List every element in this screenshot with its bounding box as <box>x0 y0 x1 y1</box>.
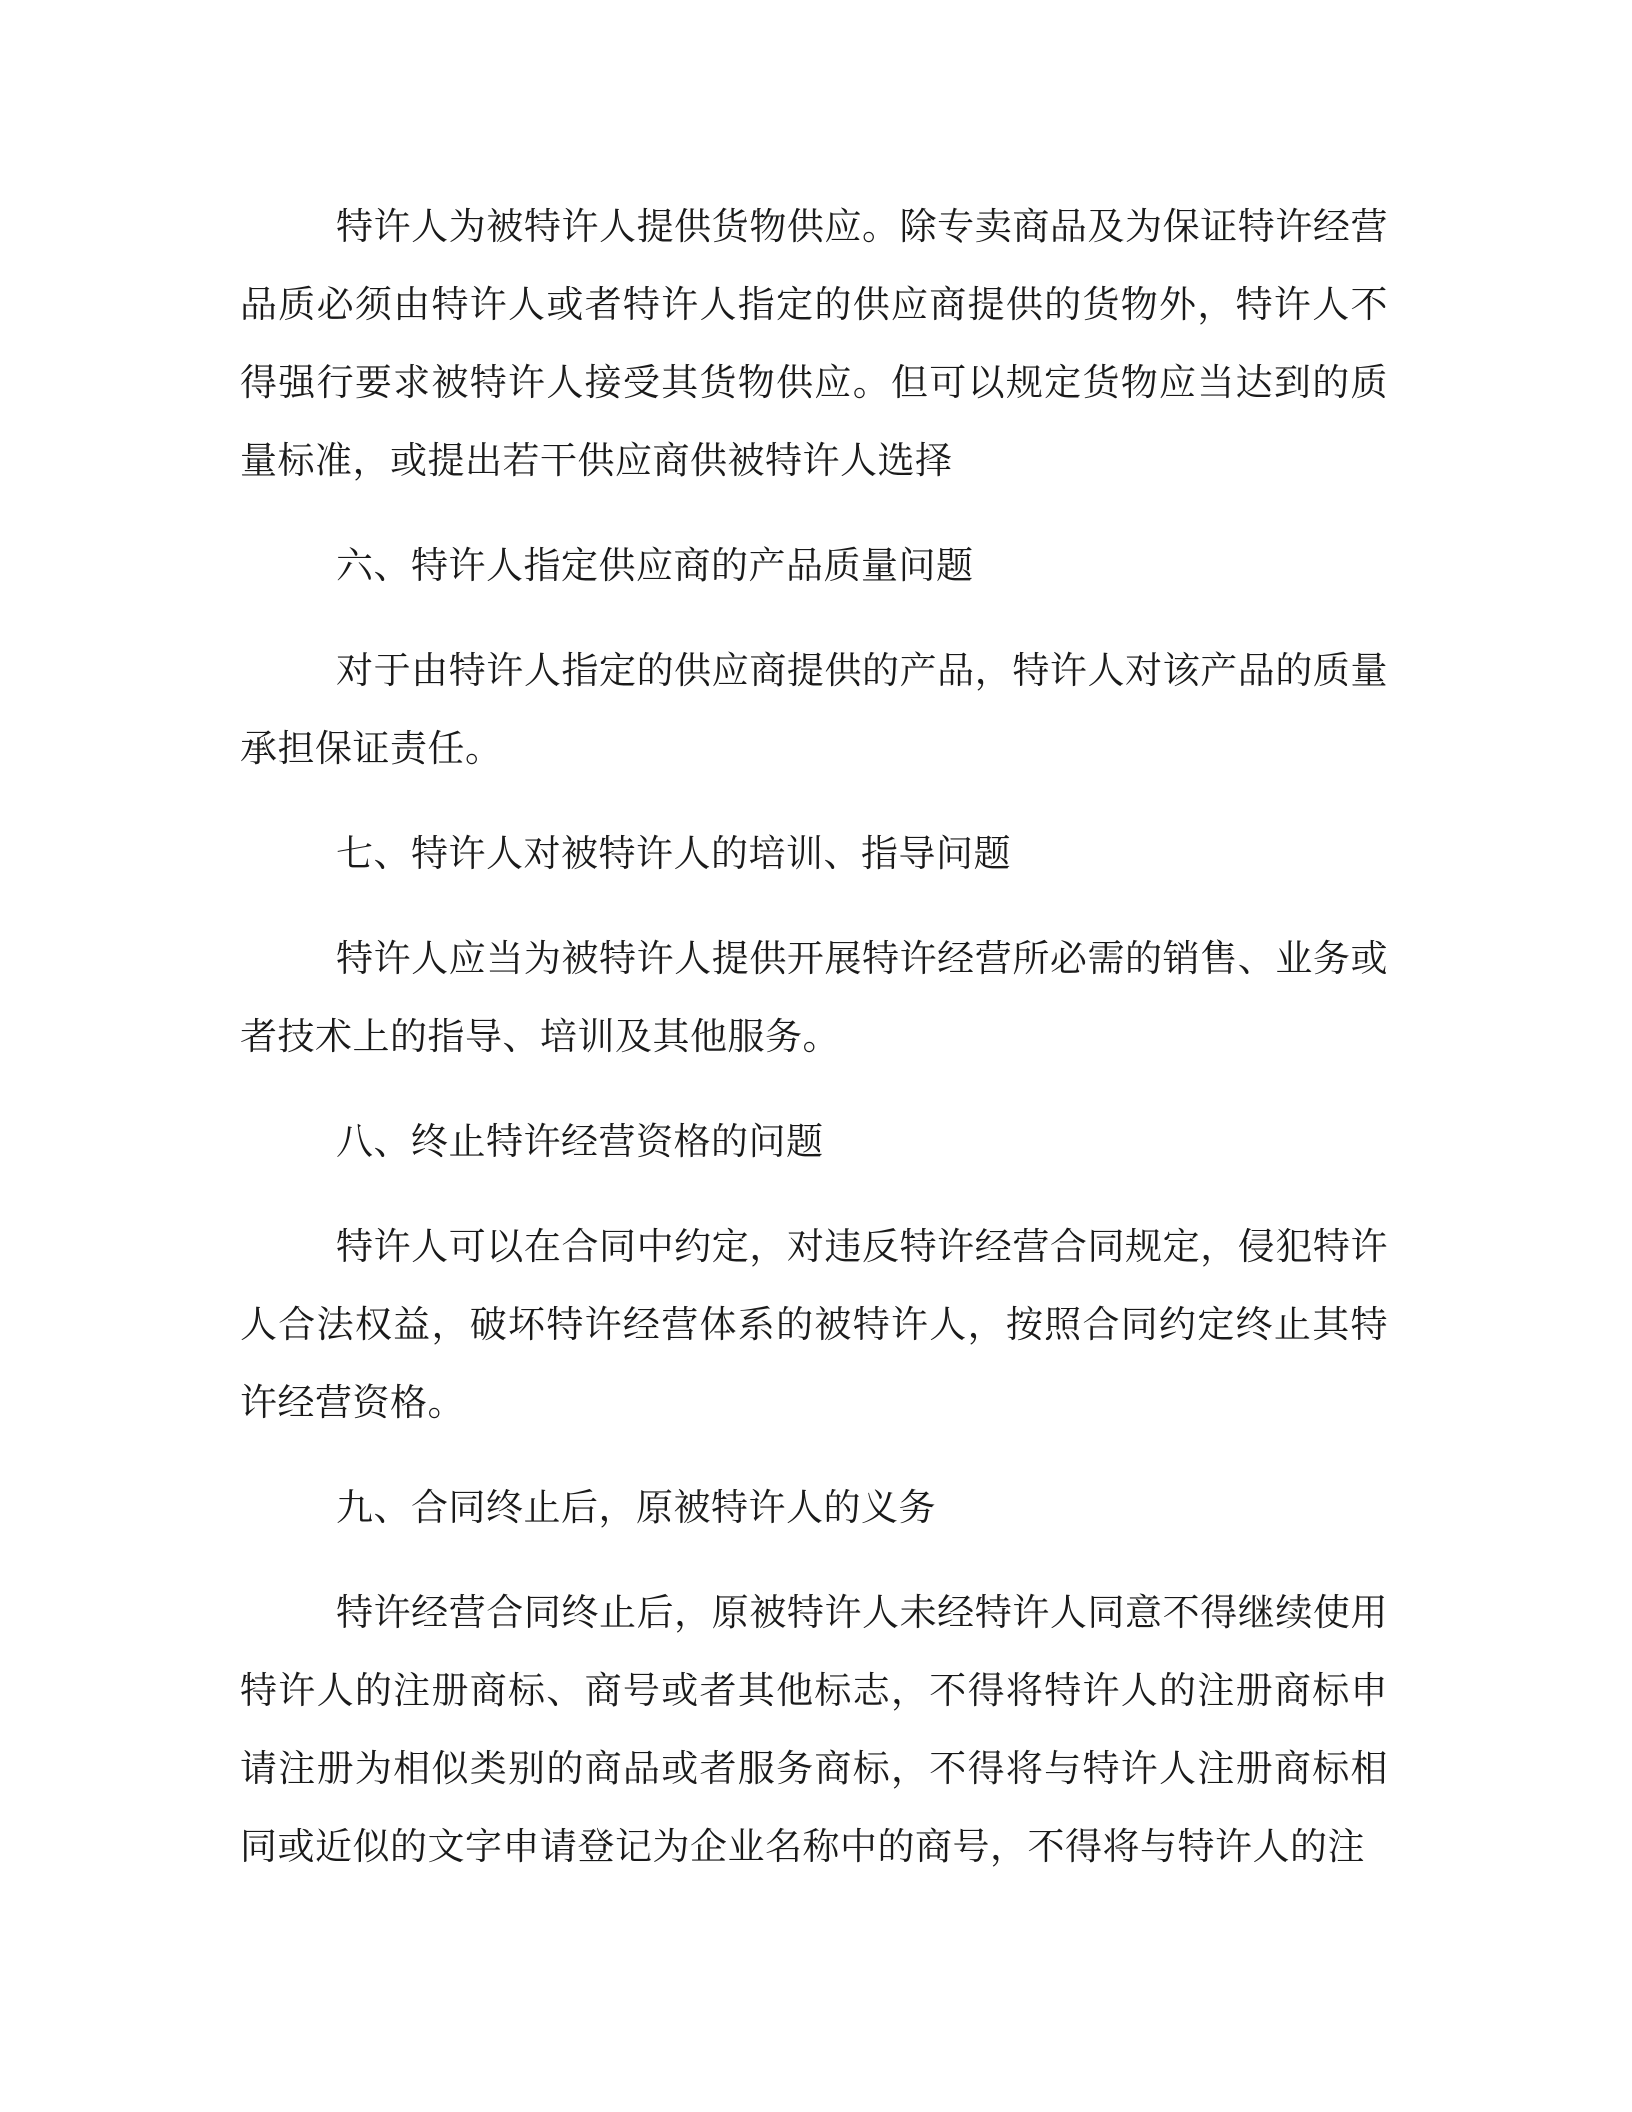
spacer <box>240 1076 1388 1103</box>
heading-section-9: 九、合同终止后，原被特许人的义务 <box>336 1486 936 1529</box>
paragraph-post-termination-obligations: 特许经营合同终止后，原被特许人未经特许人同意不得继续使用特许人的注册商标、商号或者其他标志，不得将特许人的注册商标申请注册为相似类别的商品或者服务商标，不得将与特许人注册商标相同或近似的文字申请登记为企业名称中的商号，不得将与特许人的注 <box>240 1591 1388 1868</box>
spacer <box>240 500 1388 527</box>
spacer <box>240 1442 1388 1469</box>
spacer <box>240 1547 1388 1574</box>
paragraph-quality-guarantee: 对于由特许人指定的供应商提供的产品，特许人对该产品的质量承担保证责任。 <box>240 649 1388 770</box>
paragraph-goods-supply: 特许人为被特许人提供货物供应。除专卖商品及为保证特许经营品质必须由特许人或者特许人指定的供应商提供的货物外，特许人不得强行要求被特许人接受其货物供应。但可以规定货物应当达到的质量标准，或提出若干供应商供被特许人选择 <box>240 205 1388 482</box>
paragraph-training: 特许人应当为被特许人提供开展特许经营所必需的销售、业务或者技术上的指导、培训及其他服务。 <box>240 937 1388 1058</box>
spacer <box>240 893 1388 920</box>
document-body <box>240 188 1388 1886</box>
spacer <box>240 605 1388 632</box>
heading-section-8: 八、终止特许经营资格的问题 <box>336 1120 824 1163</box>
heading-section-6: 六、特许人指定供应商的产品质量问题 <box>336 544 974 587</box>
spacer <box>240 788 1388 815</box>
spacer <box>240 1181 1388 1208</box>
paragraph-termination: 特许人可以在合同中约定，对违反特许经营合同规定，侵犯特许人合法权益，破坏特许经营体系的被特许人，按照合同约定终止其特许经营资格。 <box>240 1225 1388 1424</box>
heading-section-7: 七、特许人对被特许人的培训、指导问题 <box>336 832 1011 875</box>
